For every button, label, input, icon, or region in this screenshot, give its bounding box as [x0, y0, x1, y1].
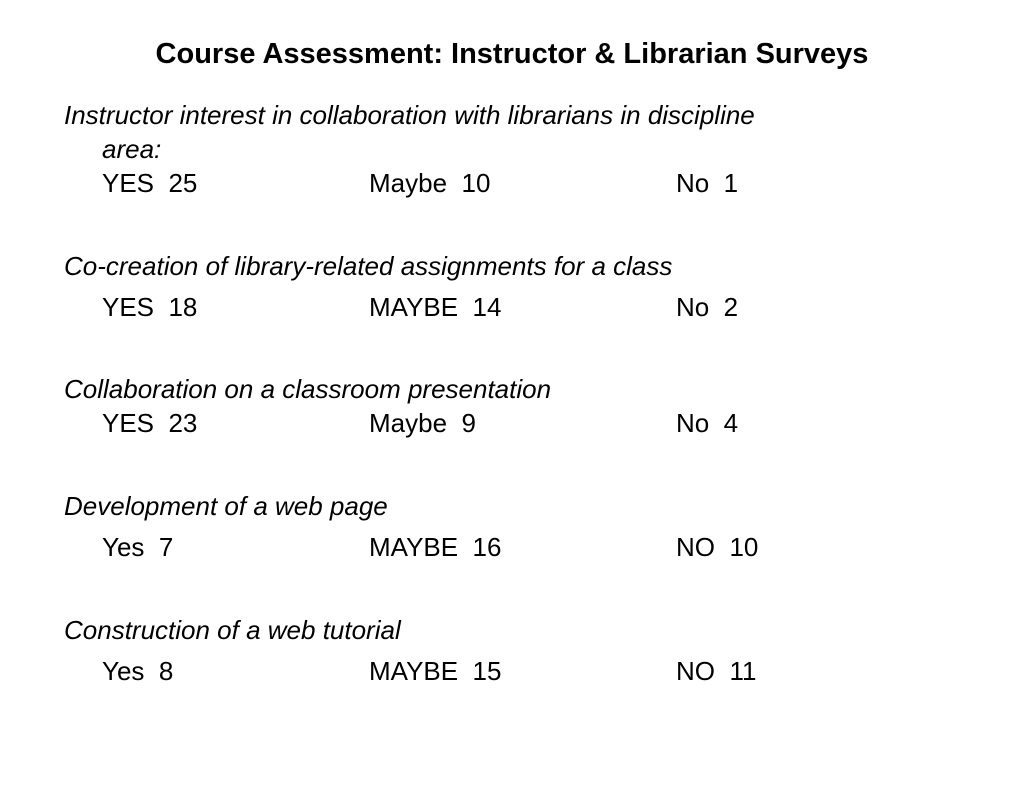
survey-question	[64, 613, 944, 647]
response-row	[102, 654, 982, 790]
no-count: No 2	[676, 292, 739, 322]
maybe-count: MAYBE 16	[369, 532, 502, 562]
maybe-count: MAYBE 15	[369, 656, 502, 686]
yes-count: Yes 7	[102, 532, 174, 562]
yes-count: Yes 8	[102, 656, 174, 686]
no-count: NO 11	[676, 656, 757, 686]
slide-title: Course Assessment: Instructor & Librarian Surveys	[155, 38, 869, 70]
question-text: Collaboration on a classroom presentation	[64, 374, 552, 404]
survey-question	[64, 98, 944, 166]
yes-count: YES 25	[102, 168, 198, 198]
survey-question	[64, 372, 944, 406]
question-text: Instructor interest in collaboration with librarians in discipline	[64, 100, 755, 130]
maybe-count: MAYBE 14	[369, 292, 502, 322]
question-text-continued: area:	[102, 134, 162, 164]
yes-count: YES 18	[102, 292, 198, 322]
question-text: Development of a web page	[64, 491, 388, 521]
question-text: Construction of a web tutorial	[64, 615, 401, 645]
maybe-count: Maybe 10	[369, 168, 491, 198]
no-count: No 1	[676, 168, 739, 198]
maybe-count: Maybe 9	[369, 408, 476, 438]
yes-count: YES 23	[102, 408, 198, 438]
survey-question	[64, 489, 944, 523]
question-text: Co-creation of library-related assignments for a class	[64, 251, 673, 281]
no-count: NO 10	[676, 532, 759, 562]
no-count: No 4	[676, 408, 739, 438]
survey-question	[64, 249, 944, 283]
